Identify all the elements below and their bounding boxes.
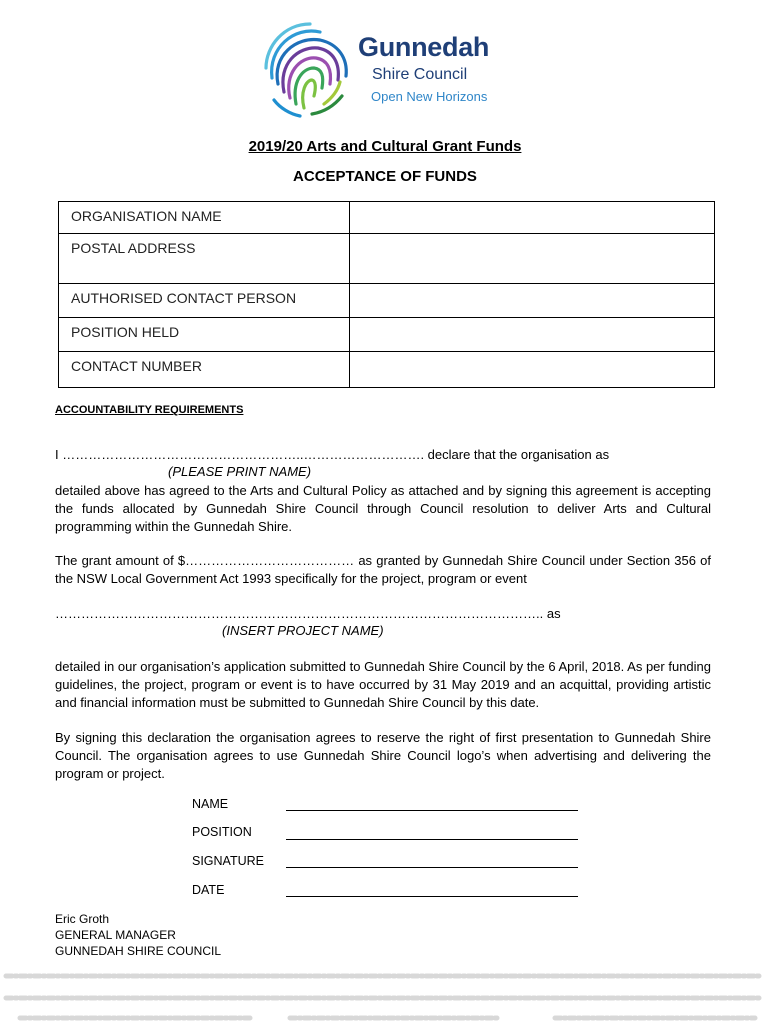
project-name-hint: (INSERT PROJECT NAME) [222,623,384,638]
signoff-block [55,911,221,959]
signature-position-line[interactable] [286,839,578,840]
fingerprint-logo-icon [254,18,358,122]
position-held-field[interactable] [350,318,715,352]
organisation-name-field[interactable] [350,202,715,234]
contact-number-label: CONTACT NUMBER [59,352,350,388]
accountability-heading: ACCOUNTABILITY REQUIREMENTS [55,404,244,416]
council-logo [254,18,514,122]
signature-signature-label: SIGNATURE [192,854,264,868]
signature-name-label: NAME [192,797,229,811]
print-name-hint: (PLEASE PRINT NAME) [168,464,312,479]
document-title: 2019/20 Arts and Cultural Grant Funds [248,138,522,155]
logo-tagline: Open New Horizons [371,89,488,104]
declaration-line: I ………………………………………………..………………………. declare that the organisation as [55,447,610,462]
table-row [59,318,715,352]
paragraph-grant-amount: The grant amount of $………………………………… as granted by Gunnedah Shire Council under Section 356 of the NSW Local Government Act 1993 specifically for the project, program or event [55,553,711,586]
signoff-name: Eric Groth [55,912,110,926]
position-held-label: POSITION HELD [59,318,350,352]
authorised-contact-field[interactable] [350,284,715,318]
logo-name: Gunnedah [358,32,490,62]
logo-subtitle: Shire Council [372,66,468,83]
faded-footer-graphic [0,968,770,1024]
postal-address-label: POSTAL ADDRESS [59,234,350,284]
organisation-details-table [58,201,715,388]
postal-address-field[interactable] [350,234,715,284]
authorised-contact-label: AUTHORISED CONTACT PERSON [59,284,350,318]
signature-signature-line[interactable] [286,867,578,868]
organisation-name-label: ORGANISATION NAME [59,202,350,234]
signoff-title: GENERAL MANAGER [55,928,176,942]
signature-name-line[interactable] [286,810,578,811]
signature-date-label: DATE [192,883,225,897]
signature-position-label: POSITION [192,825,252,839]
paragraph-policy: detailed above has agreed to the Arts and Cultural Policy as attached and by signing this agreement is accepting the funds allocated by Gunnedah Shire Council through Council resolution to deliver Arts and Cultural programming within the Gunnedah Shire. [55,483,711,534]
signature-date-line[interactable] [286,896,578,897]
table-row [59,202,715,234]
signoff-org: GUNNEDAH SHIRE COUNCIL [55,944,222,958]
contact-number-field[interactable] [350,352,715,388]
paragraph-application: detailed in our organisation’s application submitted to Gunnedah Shire Council by the 6 April, 2018. As per funding guidelines, the project, program or event is to have occurred by 31 May 2019 and an acquittal, providing artistic and financial information must be submitted to Gunnedah Shire Council by this date. [55,659,711,710]
document-subtitle: ACCEPTANCE OF FUNDS [293,168,477,185]
table-row [59,284,715,318]
project-name-line: ………………………………………………………………………………………………….. as [55,606,561,621]
paragraph-declaration: By signing this declaration the organisation agrees to reserve the right of first presentation to Gunnedah Shire Council. The organisation agrees to use Gunnedah Shire Council logo’s when advertising and delivering the program or project. [55,730,711,781]
table-row [59,352,715,388]
table-row [59,234,715,284]
